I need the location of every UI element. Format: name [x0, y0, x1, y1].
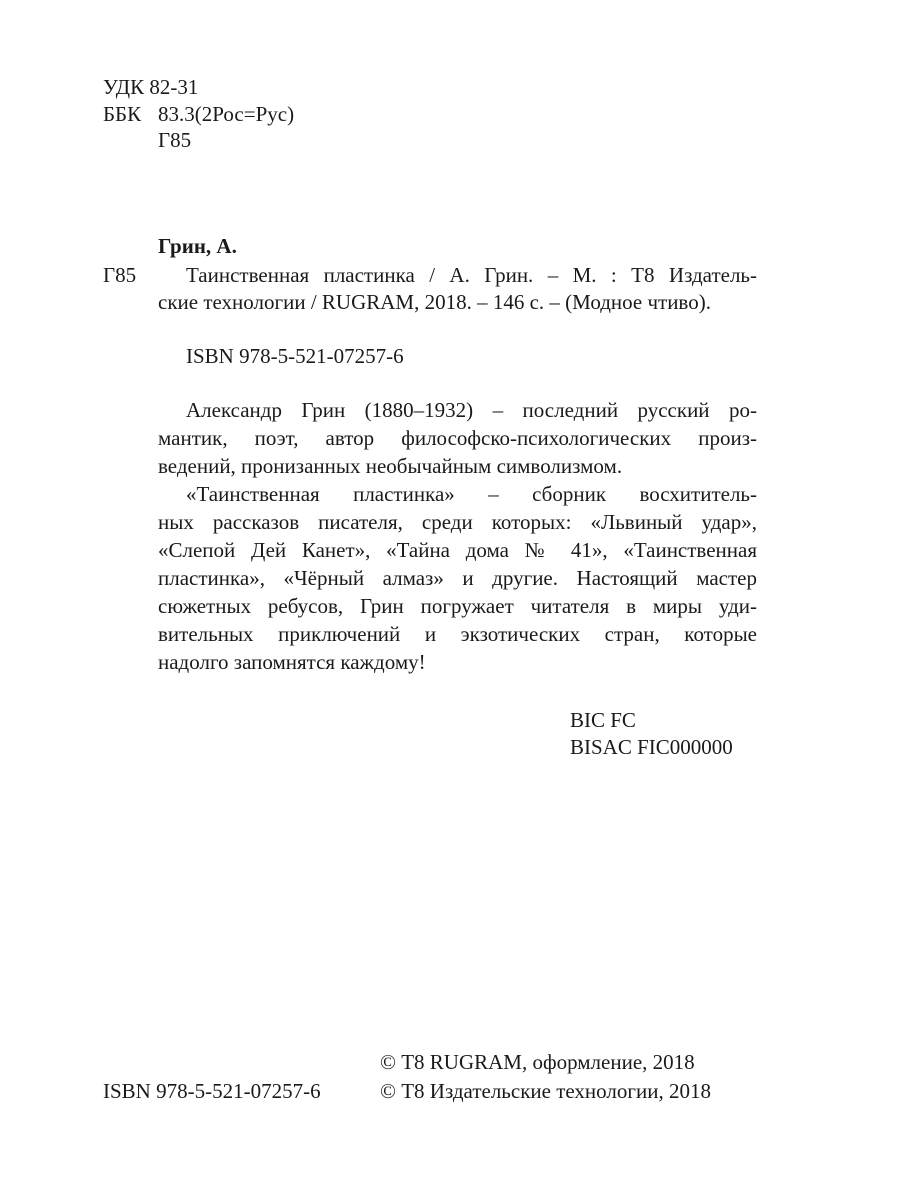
catalog-author: Грин, А. [158, 234, 237, 258]
annotation-line: ных рассказов писателя, среди которых: «Львиный удар», [158, 510, 757, 534]
annotation-line: «Слепой Дей Канет», «Тайна дома № 41», «Таинственная [158, 538, 757, 562]
catalog-description-line: ские технологии / RUGRAM, 2018. – 146 с. – (Модное чтиво). [158, 290, 711, 314]
footer-isbn: ISBN 978-5-521-07257-6 [103, 1079, 321, 1103]
catalog-isbn: ISBN 978-5-521-07257-6 [186, 344, 404, 368]
udk-code: УДК 82-31 [103, 75, 199, 99]
bisac-code: BISAC FIC000000 [570, 735, 733, 759]
annotation-line: ведений, пронизанных необычайным символизмом. [158, 454, 623, 478]
annotation-line: мантик, поэт, автор философско-психологических произ- [158, 426, 757, 450]
bic-code: BIC FC [570, 708, 636, 732]
catalog-author-sign: Г85 [103, 263, 137, 287]
author-sign: Г85 [158, 128, 192, 152]
bbk-label: ББК [103, 102, 142, 126]
annotation-line: надолго запомнятся каждому! [158, 650, 426, 674]
bbk-code: 83.3(2Рос=Рус) [158, 102, 295, 126]
annotation-line: вительных приключений и экзотических стран, которые [158, 622, 757, 646]
catalog-description-line: Таинственная пластинка / А. Грин. – М. : Т8 Издатель- [186, 263, 757, 287]
annotation-line: пластинка», «Чёрный алмаз» и другие. Настоящий мастер [158, 566, 757, 590]
copyright-line: © Т8 Издательские технологии, 2018 [380, 1079, 711, 1103]
annotation-line: «Таинственная пластинка» – сборник восхититель- [186, 482, 757, 506]
annotation-line: сюжетных ребусов, Грин погружает читателя в миры уди- [158, 594, 757, 618]
copyright-line: © Т8 RUGRAM, оформление, 2018 [380, 1050, 695, 1074]
annotation-line: Александр Грин (1880–1932) – последний русский ро- [186, 398, 757, 422]
